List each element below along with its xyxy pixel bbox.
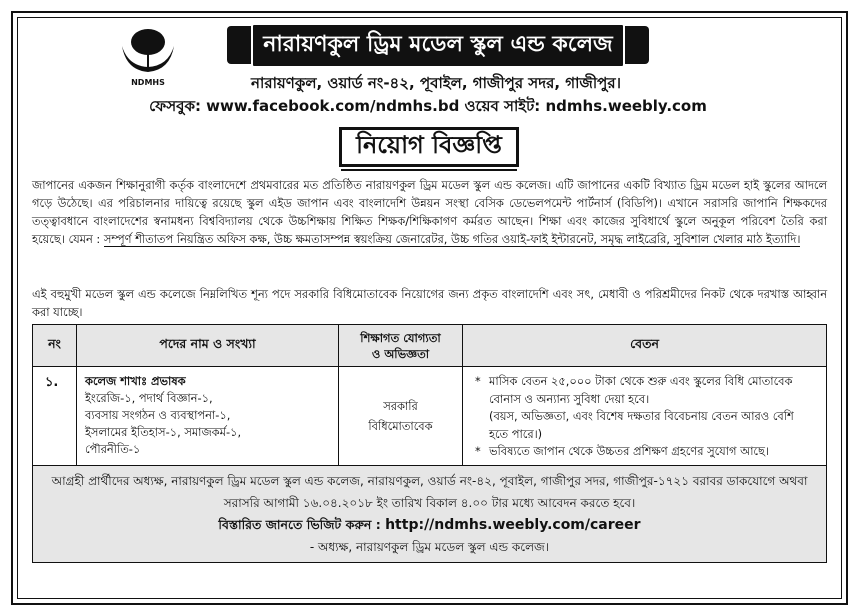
header-qualification-line2: ও অভিজ্ঞতা — [371, 346, 430, 361]
tree-hands-icon — [118, 26, 178, 78]
header-salary: বেতন — [463, 325, 827, 367]
row-number: ১. — [33, 367, 77, 466]
institution-name: নারায়ণকুল ড্রিম মডেল স্কুল এন্ড কলেজ — [251, 23, 624, 68]
logo-label: NDMHS — [131, 78, 165, 87]
bullet-star: * — [475, 374, 481, 388]
footer-cell — [33, 465, 827, 562]
salary-text: মাসিক বেতন ২৫,০০০ টাকা থেকে শুরু এবং স্কুলের বিধি মোতাবেক বোনাস ও অন্যান্য সুবিধা দেয়া হবে। — [489, 374, 793, 406]
facilities-text: সম্পূর্ণ শীতাতপ নিয়ন্ত্রিত অফিস কক্ষ, উচ্চ ক্ষমতাসম্পন্ন স্বয়ংক্রিয় জেনারেটর, উচ্চ গতির ওয়াই-ফাই ইন্টারনেট, সমৃদ্ধ লাইব্রেরি, সুবিশাল খেলার মাঠ ইত্যাদি। — [103, 232, 801, 246]
post-head: কলেজ শাখাঃ প্রভাষক — [85, 374, 186, 388]
table-row — [33, 367, 827, 466]
institution-banner — [227, 26, 649, 64]
career-link[interactable]: http://ndmhs.weebly.com/career — [385, 516, 641, 533]
post-line: পৌরনীতি-১ — [85, 442, 141, 456]
notice-title: নিয়োগ বিজ্ঞপ্তি — [339, 127, 519, 167]
table-header-row — [33, 325, 827, 367]
signature: - অধ্যক্ষ, নারায়ণকুল ড্রিম মডেল স্কুল এন্ড কলেজ। — [309, 539, 550, 554]
website-line — [43, 514, 816, 536]
vacancy-table — [32, 324, 827, 563]
header-post: পদের নাম ও সংখ্যা — [77, 325, 339, 367]
training-text: ভবিষ্যতে জাপান থেকে উচ্চতর প্রশিক্ষণ গ্রহণের সুযোগ আছে। — [489, 444, 769, 458]
intro-text: জাপানের একজন শিক্ষানুরাগী কর্তৃক বাংলাদেশে প্রথমবারের মত প্রতিষ্ঠিত নারায়ণকুল ড্রিম মডেল স্কুল এন্ড কলেজ। এটি জাপানের একটি বিখ্যাত ড্রিম মডেল হাই স্কুলের আদলে গড়ে উঠেছে। এর পরিচালনার দায়িত্বে রয়েছে স্কুল এইড জাপান এবং বাংলাদেশি উন্নয়ন সংস্থা বেসিক ডেভেলপমেন্ট পার্টনার্স (বিডিপি)। এখানে সরাসরি জাপানি শিক্ষকদের তত্ত্বাবধানে বাংলাদেশের স্বনামধন্য বিশ্ববিদ্যালয় থেকে উচ্চশিক্ষায় শিক্ষিত শিক্ষক/শিক্ষিকাগণ কর্মরত আছেন। শিক্ষা এবং কাজের সুবিধার্থে স্কুলে অনুকূল পরিবেশ তৈরি করা হয়েছে। যেমন : — [32, 178, 827, 246]
salary-item — [475, 373, 816, 408]
intro-paragraph — [32, 176, 827, 248]
invitation-paragraph: এই বহুমুখী মডেল স্কুল এন্ড কলেজে নিম্নলিখিত শূন্য পদে সরকারি বিধিমোতাবেক নিয়োগের জন্য প্রকৃত বাংলাদেশি এবং সৎ, মেধাবী ও পরিশ্রমীদের নিকট থেকে দরখাস্ত আহ্বান করা যাচ্ছে। — [32, 287, 827, 319]
institution-address: নারায়ণকুল, ওয়ার্ড নং-৪২, পূবাইল, গাজীপুর সদর, গাজীপুর। — [251, 74, 621, 92]
post-cell — [77, 367, 339, 466]
salary-item — [475, 443, 816, 461]
post-line: ব্যবসায় সংগঠন ও ব্যবস্থাপনা-১, — [85, 408, 231, 422]
post-line: ইসলামের ইতিহাস-১, সমাজকর্ম-১, — [85, 425, 242, 439]
visit-label: বিস্তারিত জানতে ভিজিট করুন : — [218, 516, 381, 532]
social-links: ফেসবুক: www.facebook.com/ndmhs.bd ওয়েব সাইট: ndmhs.weebly.com — [149, 97, 707, 115]
school-logo — [118, 26, 178, 92]
qualification-line2: বিধিমোতাবেক — [368, 418, 433, 433]
header-no: নং — [33, 325, 77, 367]
table-footer-row — [33, 465, 827, 562]
header-qualification — [339, 325, 463, 367]
qualification-line1: সরকারি — [383, 398, 418, 413]
header-qualification-line1: শিক্ষাগত যোগ্যতা — [360, 330, 441, 345]
salary-cell — [463, 367, 827, 466]
bullet-star: * — [475, 444, 481, 458]
post-line: ইংরেজি-১, পদার্থ বিজ্ঞান-১, — [85, 391, 213, 405]
salary-note: (বয়স, অভিজ্ঞতা, এবং বিশেষ দক্ষতার বিবেচনায় বেতন আরও বেশি হতে পারে।) — [489, 409, 794, 441]
qualification-cell — [339, 367, 463, 466]
application-instructions: আগ্রহী প্রার্থীদের অধ্যক্ষ, নারায়ণকুল ড্রিম মডেল স্কুল এন্ড কলেজ, নারায়ণকুল, ওয়ার্ড নং-৪২, পূবাইল, গাজীপুর সদর, গাজীপুর-১৭২১ বরাবর ডাকযোগে অথবা সরাসরি আগামী ১৬.০৪.২০১৮ ইং তারিখ বিকাল ৪.০০ টার মধ্যে আবেদন করতে হবে। — [51, 473, 808, 510]
